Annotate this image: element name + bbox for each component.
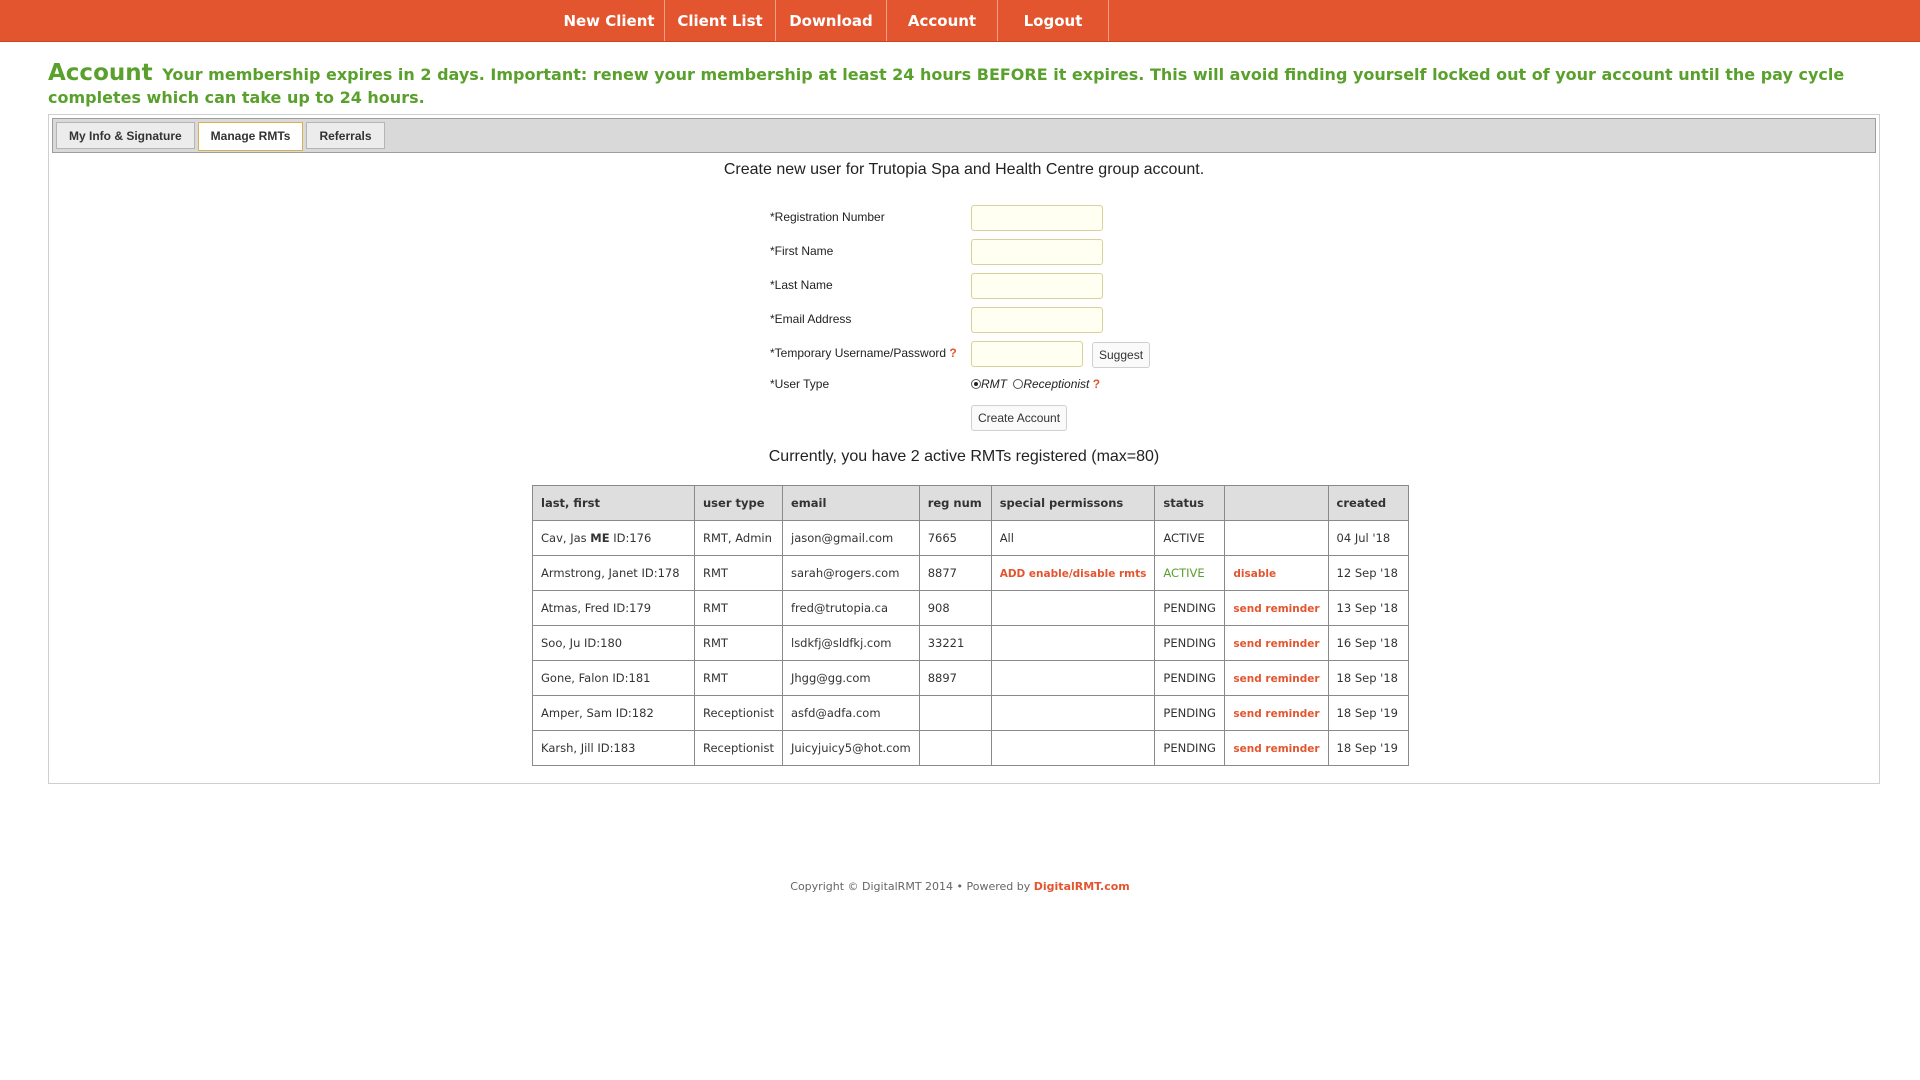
- cell-name: Cav, Jas ME ID:176: [533, 521, 695, 556]
- nav-label: Client List: [677, 12, 763, 30]
- cell-reg-num: 8877: [919, 556, 991, 591]
- cell-name: Soo, Ju ID:180: [533, 626, 695, 661]
- nav-label: Logout: [1023, 12, 1083, 30]
- rmt-radio-label: RMT: [981, 377, 1007, 391]
- cell-status: ACTIVE: [1155, 556, 1225, 591]
- cell-name: Gone, Falon ID:181: [533, 661, 695, 696]
- cell-name: Karsh, Jill ID:183: [533, 731, 695, 766]
- nav-new-client[interactable]: [554, 0, 664, 41]
- tab-manage-rmts[interactable]: Manage RMTs: [198, 122, 304, 151]
- top-nav: [0, 0, 1920, 42]
- cell-created: 18 Sep '19: [1328, 696, 1408, 731]
- table-header-row: [533, 486, 1409, 521]
- cell-user-type: RMT: [695, 591, 783, 626]
- table-row: [533, 591, 1409, 626]
- cell-user-type: RMT: [695, 661, 783, 696]
- user-type-label: *User Type: [770, 377, 830, 391]
- active-rmt-count: Currently, you have 2 active RMTs registered (max=80): [768, 448, 1160, 465]
- cell-action: [1225, 731, 1328, 766]
- table-row: [533, 696, 1409, 731]
- nav-label: Account: [907, 12, 977, 30]
- receptionist-radio[interactable]: [1013, 379, 1023, 389]
- rmt-radio[interactable]: [971, 379, 981, 389]
- last-name-input[interactable]: [971, 273, 1103, 299]
- help-icon[interactable]: ?: [949, 346, 957, 360]
- cell-status: ACTIVE: [1155, 521, 1225, 556]
- cell-created: 12 Sep '18: [1328, 556, 1408, 591]
- account-panel: [48, 114, 1880, 784]
- cell-permissions: [991, 556, 1155, 591]
- create-account-button[interactable]: Create Account: [971, 405, 1067, 431]
- receptionist-radio-label: Receptionist: [1023, 377, 1090, 391]
- cell-permissions: [991, 626, 1155, 661]
- temp-credentials-label: [770, 346, 980, 360]
- cell-reg-num: 33221: [919, 626, 991, 661]
- email-label: *Email Address: [770, 312, 852, 326]
- send-reminder-link[interactable]: send reminder: [1233, 638, 1320, 650]
- cell-permissions: All: [991, 521, 1155, 556]
- nav-account[interactable]: [886, 0, 997, 41]
- col-action: [1225, 486, 1328, 521]
- cell-status: PENDING: [1155, 731, 1225, 766]
- send-reminder-link[interactable]: send reminder: [1233, 673, 1320, 685]
- col-email: email: [783, 486, 920, 521]
- first-name-input[interactable]: [971, 239, 1103, 265]
- tab-bar: [52, 118, 1876, 153]
- first-name-label: *First Name: [770, 244, 834, 258]
- cell-email: lsdkfj@sldfkj.com: [783, 626, 920, 661]
- cell-user-type: Receptionist: [695, 696, 783, 731]
- disable-link[interactable]: disable: [1233, 568, 1277, 580]
- cell-email: fred@trutopia.ca: [783, 591, 920, 626]
- digitalrmt-link[interactable]: DigitalRMT.com: [1033, 880, 1130, 893]
- cell-reg-num: [919, 731, 991, 766]
- cell-email: sarah@rogers.com: [783, 556, 920, 591]
- nav-download[interactable]: [775, 0, 886, 41]
- tab-my-info[interactable]: My Info & Signature: [56, 122, 195, 149]
- cell-user-type: RMT: [695, 626, 783, 661]
- cell-created: 13 Sep '18: [1328, 591, 1408, 626]
- cell-status: PENDING: [1155, 696, 1225, 731]
- permission-link[interactable]: ADD enable/disable rmts: [999, 568, 1147, 580]
- page-title: Account: [48, 60, 153, 86]
- cell-name: Atmas, Fred ID:179: [533, 591, 695, 626]
- nav-label: Download: [789, 12, 873, 30]
- cell-email: Juicyjuicy5@hot.com: [783, 731, 920, 766]
- nav-client-list[interactable]: [664, 0, 775, 41]
- cell-email: Jhgg@gg.com: [783, 661, 920, 696]
- cell-email: asfd@adfa.com: [783, 696, 920, 731]
- registration-label: *Registration Number: [770, 210, 885, 224]
- cell-email: jason@gmail.com: [783, 521, 920, 556]
- cell-status: PENDING: [1155, 661, 1225, 696]
- last-name-label: *Last Name: [770, 278, 833, 292]
- tabs: [56, 122, 388, 151]
- cell-reg-num: 908: [919, 591, 991, 626]
- cell-user-type: RMT: [695, 556, 783, 591]
- nav-items: [554, 0, 1109, 41]
- cell-user-type: Receptionist: [695, 731, 783, 766]
- cell-action: [1225, 591, 1328, 626]
- page-heading: [48, 62, 1868, 109]
- cell-permissions: [991, 661, 1155, 696]
- copyright-text: Copyright © DigitalRMT 2014 • Powered by: [790, 880, 1034, 893]
- cell-permissions: [991, 731, 1155, 766]
- create-user-intro: Create new user for Trutopia Spa and Health Centre group account.: [723, 161, 1205, 178]
- col-user-type: user type: [695, 486, 783, 521]
- cell-reg-num: 8897: [919, 661, 991, 696]
- nav-logout[interactable]: [997, 0, 1109, 41]
- footer: [0, 880, 1920, 893]
- cell-created: 18 Sep '18: [1328, 661, 1408, 696]
- registration-input[interactable]: [971, 205, 1103, 231]
- table-row: [533, 556, 1409, 591]
- table-row: [533, 521, 1409, 556]
- cell-created: 04 Jul '18: [1328, 521, 1408, 556]
- cell-action: [1225, 626, 1328, 661]
- cell-user-type: RMT, Admin: [695, 521, 783, 556]
- membership-warning: Your membership expires in 2 days. Important: renew your membership at least 24 hours BEFORE it expires. This will avoid finding yourself locked out of your account until the pay cycle completes which can take up to 24 hours.: [48, 65, 1845, 107]
- cell-action: [1225, 556, 1328, 591]
- nav-label: New Client: [563, 12, 655, 30]
- table-row: [533, 731, 1409, 766]
- temp-credentials-input[interactable]: [971, 341, 1083, 367]
- temp-credentials-text: *Temporary Username/Password: [770, 346, 947, 360]
- cell-status: PENDING: [1155, 626, 1225, 661]
- cell-status: PENDING: [1155, 591, 1225, 626]
- table-row: [533, 661, 1409, 696]
- cell-permissions: [991, 591, 1155, 626]
- cell-action: [1225, 521, 1328, 556]
- col-reg-num: reg num: [919, 486, 991, 521]
- cell-action: [1225, 661, 1328, 696]
- col-name: last, first: [533, 486, 695, 521]
- cell-name: Amper, Sam ID:182: [533, 696, 695, 731]
- user-type-options: [971, 377, 1100, 391]
- cell-created: 18 Sep '19: [1328, 731, 1408, 766]
- send-reminder-link[interactable]: send reminder: [1233, 603, 1320, 615]
- users-table: [532, 485, 1409, 766]
- email-input[interactable]: [971, 307, 1103, 333]
- cell-created: 16 Sep '18: [1328, 626, 1408, 661]
- tab-referrals[interactable]: Referrals: [306, 122, 384, 149]
- table-row: [533, 626, 1409, 661]
- cell-permissions: [991, 696, 1155, 731]
- suggest-button[interactable]: Suggest: [1092, 342, 1150, 368]
- cell-reg-num: [919, 696, 991, 731]
- col-status: status: [1155, 486, 1225, 521]
- col-special-permissions: special permissons: [991, 486, 1155, 521]
- me-marker: ME: [590, 531, 610, 545]
- col-created: created: [1328, 486, 1408, 521]
- cell-reg-num: 7665: [919, 521, 991, 556]
- send-reminder-link[interactable]: send reminder: [1233, 708, 1320, 720]
- help-icon[interactable]: ?: [1092, 377, 1101, 391]
- cell-name: Armstrong, Janet ID:178: [533, 556, 695, 591]
- send-reminder-link[interactable]: send reminder: [1233, 743, 1320, 755]
- cell-action: [1225, 696, 1328, 731]
